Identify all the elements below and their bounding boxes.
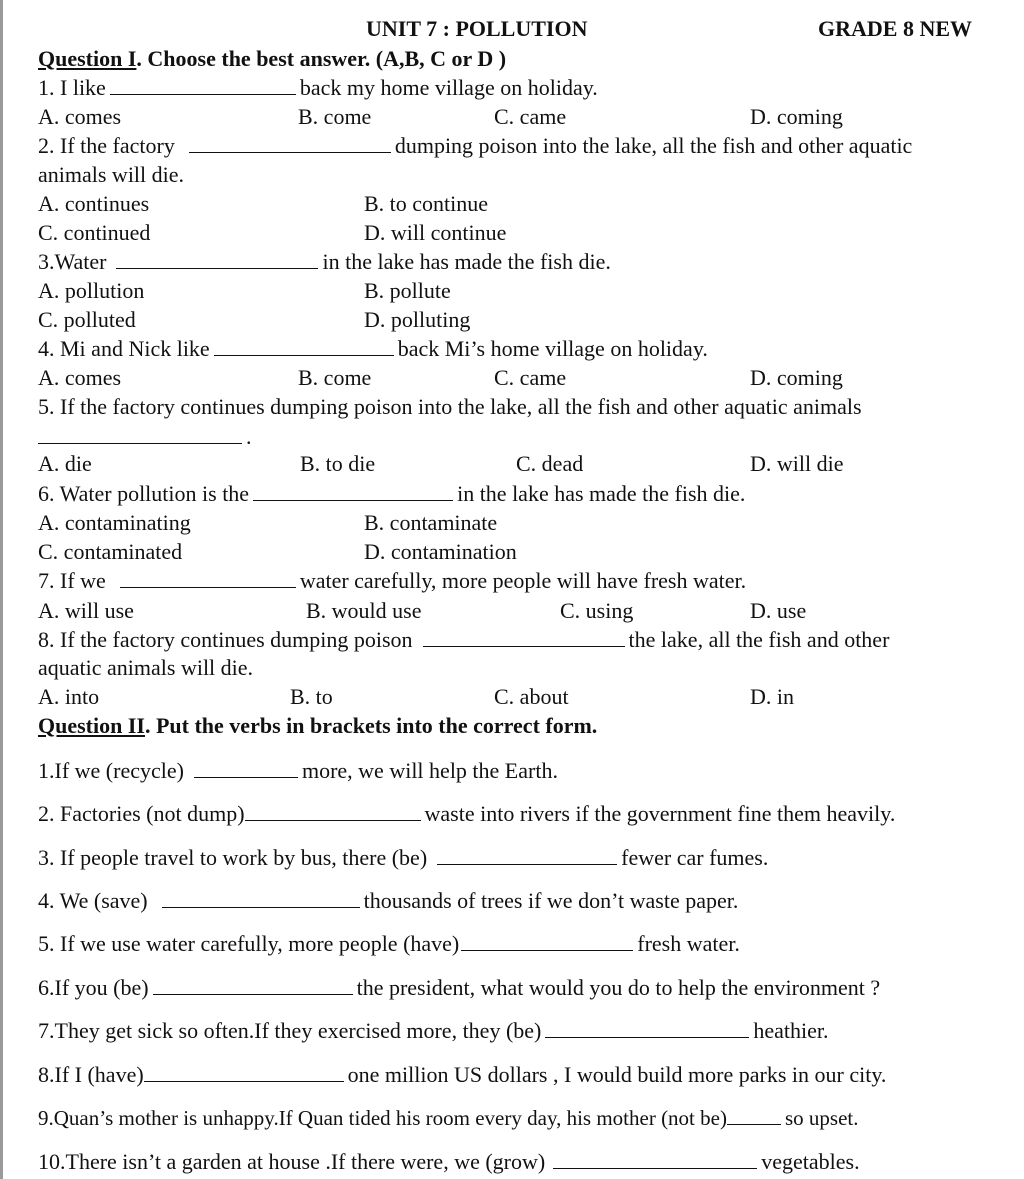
answer-blank[interactable] [38,425,242,444]
q1-2-option-a[interactable]: A. continues [38,191,150,216]
question-2-label: Question II [38,713,145,738]
answer-blank[interactable] [189,134,391,153]
q2-item-5: 5. If we use water carefully, more people (have) fresh water. [38,931,740,956]
q1-item-7: 7. If we water carefully, more people will have fresh water. [38,568,747,593]
q1-item-2-continued: animals will die. [38,162,185,187]
q1-item-5-blank-line: . [38,424,252,450]
q1-item-4: 4. Mi and Nick like back Mi’s home village on holiday. [38,336,708,361]
q1-4-option-d[interactable]: D. coming [750,365,843,390]
answer-blank[interactable] [545,1019,749,1038]
q1-item-3: 3.Water in the lake has made the fish die. [38,249,611,274]
q1-6-option-a[interactable]: A. contaminating [38,510,191,535]
question-1-heading [38,46,506,72]
grade-label: GRADE 8 NEW [818,16,973,41]
question-2-heading [38,713,597,739]
answer-blank[interactable] [194,759,298,778]
q1-8-option-b[interactable]: B. to [290,684,333,709]
q1-2-option-d[interactable]: D. will continue [364,220,507,245]
q2-item-9: 9.Quan’s mother is unhappy.If Quan tided his room every day, his mother (not be) so upset. [38,1106,859,1130]
answer-blank[interactable] [461,932,633,951]
q1-8-option-c[interactable]: C. about [494,684,569,709]
q1-item-2: 2. If the factory dumping poison into the lake, all the fish and other aquatic [38,133,913,158]
q1-6-option-c[interactable]: C. contaminated [38,539,183,564]
answer-blank[interactable] [437,846,617,865]
q1-3-option-a[interactable]: A. pollution [38,278,145,303]
q1-4-option-a[interactable]: A. comes [38,365,122,390]
q1-6-option-d[interactable]: D. contamination [364,539,517,564]
q1-7-option-d[interactable]: D. use [750,598,807,623]
q2-item-10: 10.There isn’t a garden at house .If there were, we (grow) vegetables. [38,1149,860,1174]
q1-8-option-a[interactable]: A. into [38,684,100,709]
answer-blank[interactable] [144,1063,344,1082]
answer-blank[interactable] [110,76,296,95]
q2-item-2: 2. Factories (not dump) waste into rivers if the government fine them heavily. [38,801,896,826]
q2-item-1: 1.If we (recycle) more, we will help the Earth. [38,758,558,783]
q2-item-6: 6.If you (be) the president, what would you do to help the environment ? [38,975,881,1000]
q2-item-4: 4. We (save) thousands of trees if we don’t waste paper. [38,888,739,913]
q1-1-option-d[interactable]: D. coming [750,104,843,129]
q1-8-option-d[interactable]: D. in [750,684,794,709]
q1-2-option-b[interactable]: B. to continue [364,191,489,216]
q1-7-option-b[interactable]: B. would use [306,598,422,623]
answer-blank[interactable] [253,482,453,501]
q1-item-1: 1. I like back my home village on holiday. [38,75,598,100]
q1-3-option-d[interactable]: D. polluting [364,307,471,332]
q1-2-option-c[interactable]: C. continued [38,220,151,245]
q1-1-option-a[interactable]: A. comes [38,104,122,129]
answer-blank[interactable] [116,250,318,269]
answer-blank[interactable] [120,569,296,588]
unit-title: UNIT 7 : POLLUTION [366,16,588,41]
q1-3-option-b[interactable]: B. pollute [364,278,451,303]
q1-item-6: 6. Water pollution is the in the lake has made the fish die. [38,481,746,506]
q1-3-option-c[interactable]: C. polluted [38,307,136,332]
q1-6-option-b[interactable]: B. contaminate [364,510,498,535]
q1-5-option-a[interactable]: A. die [38,451,92,476]
q1-1-option-b[interactable]: B. come [298,104,372,129]
answer-blank[interactable] [553,1150,757,1169]
answer-blank[interactable] [214,337,394,356]
q1-item-5: 5. If the factory continues dumping poison into the lake, all the fish and other aquatic animals [38,394,862,419]
q1-4-option-c[interactable]: C. came [494,365,567,390]
q2-item-8: 8.If I (have) one million US dollars , I would build more parks in our city. [38,1062,887,1087]
q1-7-option-c[interactable]: C. using [560,598,634,623]
question-2-instruction: . Put the verbs in brackets into the correct form. [144,713,598,738]
question-1-instruction: . Choose the best answer. (A,B, C or D ) [136,46,507,71]
answer-blank[interactable] [162,889,360,908]
q1-5-option-b[interactable]: B. to die [300,451,376,476]
q1-item-8-continued: aquatic animals will die. [38,655,254,680]
answer-blank[interactable] [423,628,625,647]
q2-item-7: 7.They get sick so often.If they exercised more, they (be) heathier. [38,1018,829,1043]
q1-5-option-c[interactable]: C. dead [516,451,584,476]
answer-blank[interactable] [245,802,421,821]
page-left-edge [0,0,3,1179]
answer-blank[interactable] [153,976,353,995]
q1-5-option-d[interactable]: D. will die [750,451,844,476]
q1-item-8: 8. If the factory continues dumping poison the lake, all the fish and other [38,627,890,652]
q2-item-3: 3. If people travel to work by bus, there (be) fewer car fumes. [38,845,769,870]
q1-4-option-b[interactable]: B. come [298,365,372,390]
q1-1-option-c[interactable]: C. came [494,104,567,129]
q1-7-option-a[interactable]: A. will use [38,598,134,623]
answer-blank[interactable] [727,1106,781,1125]
question-1-label: Question I [38,46,137,71]
